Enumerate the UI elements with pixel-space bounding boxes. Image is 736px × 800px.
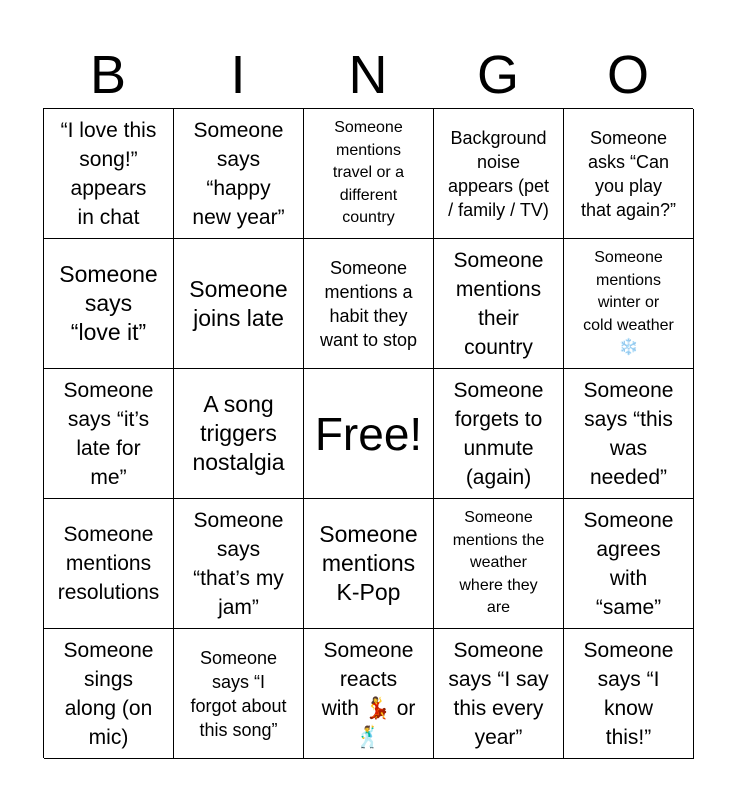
bingo-cell[interactable] bbox=[434, 109, 564, 239]
header-letter-o: O bbox=[606, 45, 649, 105]
cell-text: Someone reacts with 💃 or 🕺 bbox=[321, 638, 416, 749]
bingo-cell[interactable] bbox=[564, 369, 694, 499]
bingo-cell[interactable] bbox=[564, 239, 694, 369]
bingo-cell[interactable] bbox=[564, 499, 694, 629]
bingo-cell[interactable] bbox=[174, 239, 304, 369]
bingo-cell[interactable] bbox=[564, 629, 694, 759]
cell-text: Someone says “this was needed” bbox=[583, 378, 674, 489]
cell-text: Someone mentions the weather where they are bbox=[452, 509, 545, 617]
bingo-cell[interactable] bbox=[434, 239, 564, 369]
header-letter-n: N bbox=[348, 45, 388, 105]
cell-text: Someone says “I know this!” bbox=[583, 638, 674, 749]
cell-text: Someone joins late bbox=[189, 275, 288, 331]
bingo-cell[interactable] bbox=[174, 369, 304, 499]
cell-text: Someone mentions a habit they want to stop bbox=[319, 257, 418, 350]
cell-text: Someone says “happy new year” bbox=[192, 118, 285, 229]
free-space-cell[interactable] bbox=[304, 369, 434, 499]
cell-text: Someone forgets to unmute (again) bbox=[453, 378, 544, 489]
cell-text: Someone mentions winter or cold weather ❄️ bbox=[583, 249, 674, 357]
cell-text: Someone mentions K-Pop bbox=[319, 521, 418, 605]
cell-text: A song triggers nostalgia bbox=[192, 391, 285, 475]
bingo-cell[interactable] bbox=[304, 109, 434, 239]
cell-text: Someone mentions their country bbox=[453, 248, 544, 359]
bingo-cell[interactable] bbox=[304, 499, 434, 629]
bingo-cell[interactable] bbox=[174, 629, 304, 759]
cell-text: Someone says “I forgot about this song” bbox=[190, 647, 287, 740]
header-letter-b: B bbox=[89, 45, 127, 105]
cell-text: Someone says “love it” bbox=[59, 261, 158, 345]
bingo-cell[interactable] bbox=[304, 629, 434, 759]
cell-text: Background noise appears (pet / family / TV) bbox=[447, 127, 550, 220]
bingo-cell[interactable] bbox=[564, 109, 694, 239]
bingo-cell[interactable] bbox=[434, 369, 564, 499]
bingo-cell[interactable] bbox=[434, 499, 564, 629]
cell-text: “I love this song!” appears in chat bbox=[60, 118, 157, 229]
bingo-header bbox=[43, 42, 693, 108]
cell-text: Someone says “it’s late for me” bbox=[63, 378, 154, 489]
bingo-cell[interactable] bbox=[434, 629, 564, 759]
cell-text: Someone says “that’s my jam” bbox=[193, 508, 284, 619]
header-letter-g: G bbox=[476, 45, 519, 105]
cell-text: Someone agrees with “same” bbox=[583, 508, 674, 619]
bingo-cell[interactable] bbox=[44, 369, 174, 499]
bingo-board bbox=[43, 108, 693, 758]
cell-text: Someone asks “Can you play that again?” bbox=[580, 127, 677, 220]
cell-text: Someone mentions resolutions bbox=[57, 523, 160, 604]
bingo-cell[interactable] bbox=[174, 109, 304, 239]
bingo-cell[interactable] bbox=[44, 239, 174, 369]
bingo-cell[interactable] bbox=[174, 499, 304, 629]
bingo-cell[interactable] bbox=[44, 109, 174, 239]
bingo-cell[interactable] bbox=[304, 239, 434, 369]
cell-text: Someone mentions travel or a different country bbox=[332, 119, 405, 227]
free-space-label: Free! bbox=[314, 407, 423, 460]
bingo-cell[interactable] bbox=[44, 629, 174, 759]
header-letter-i: I bbox=[230, 45, 246, 105]
cell-text: Someone says “I say this every year” bbox=[448, 638, 549, 749]
bingo-cell[interactable] bbox=[44, 499, 174, 629]
cell-text: Someone sings along (on mic) bbox=[63, 638, 154, 749]
